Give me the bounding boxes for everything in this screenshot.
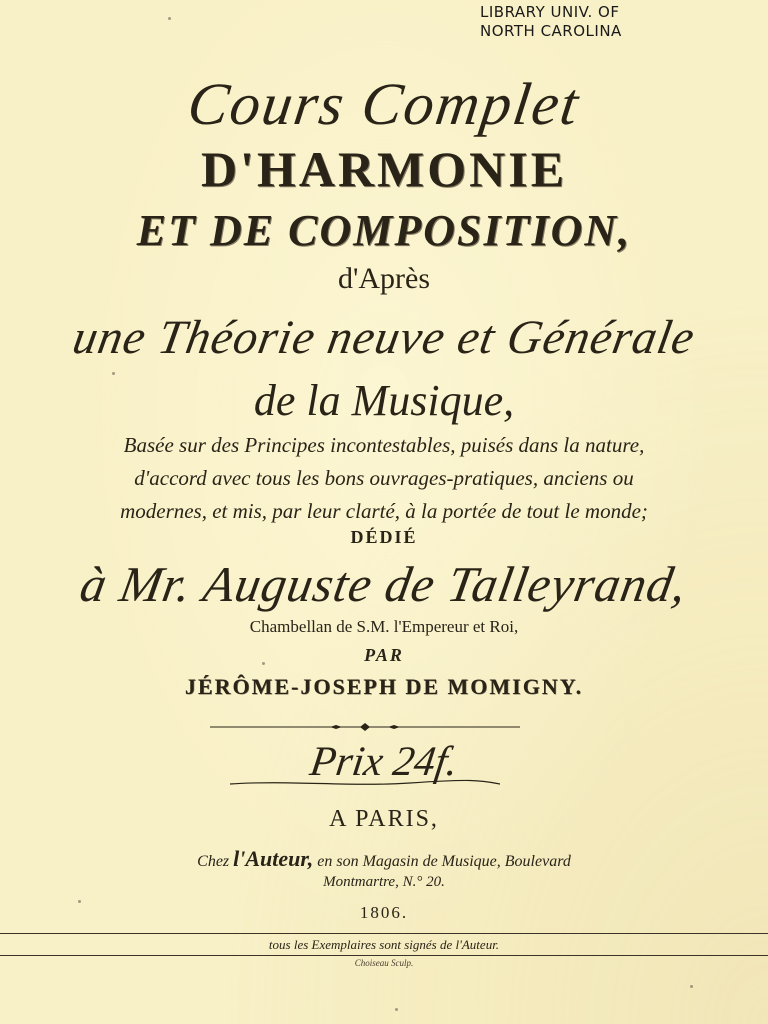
dedication-heading: DÉDIÉ	[350, 527, 418, 547]
title-cours-complet: Cours Complet	[183, 71, 585, 137]
library-stamp-line1: LIBRARY UNIV. OF	[480, 3, 620, 21]
library-stamp	[480, 3, 622, 41]
title-after: d'Après	[337, 262, 431, 295]
author-par: PAR	[364, 645, 404, 665]
footer-rule-top	[0, 933, 768, 934]
imprint-address-line-2: Montmartre, N.° 20.	[323, 874, 445, 890]
paper-speck	[78, 900, 81, 903]
imprint-address-rest: en son Magasin de Musique, Boulevard	[317, 853, 571, 870]
imprint-city: A PARIS,	[329, 806, 439, 832]
engraver-credit: Choiseau Sculp.	[354, 958, 414, 968]
description-line-3: modernes, et mis, par leur clarté, à la portée de tout le monde;	[120, 499, 648, 523]
paper-speck	[168, 17, 171, 20]
signature-note: tous les Exemplaires sont signés de l'Auteur.	[268, 937, 500, 952]
description-line-1: Basée sur des Principes incontestables, puisés dans la nature,	[123, 433, 645, 457]
author-name: JÉRÔME-JOSEPH DE MOMIGNY.	[184, 674, 584, 699]
title-musique: de la Musique,	[253, 376, 515, 425]
title-theorie: une Théorie neuve et Générale	[68, 311, 700, 364]
dedicatee-name: à Mr. Auguste de Talleyrand,	[76, 556, 692, 612]
paper-speck	[690, 985, 693, 988]
dedicatee-role: Chambellan de S.M. l'Empereur et Roi,	[249, 617, 519, 636]
footer-rule-bottom	[0, 955, 768, 956]
title-composition: ET DE COMPOSITION,	[136, 206, 632, 255]
price: Prix 24f.	[307, 739, 461, 785]
title-harmonie: D'HARMONIE	[200, 141, 568, 197]
imprint-auteur: l'Auteur,	[233, 846, 314, 871]
imprint-year: 1806.	[359, 903, 409, 922]
paper-speck	[262, 662, 265, 665]
paper-speck	[112, 372, 115, 375]
price-flourish	[230, 778, 500, 788]
paper-speck	[395, 1008, 398, 1011]
imprint-chez: Chez	[197, 853, 230, 870]
imprint-address-line-1	[0, 846, 768, 872]
library-stamp-line2: NORTH CAROLINA	[480, 22, 622, 40]
ornamental-rule	[210, 722, 520, 732]
description-line-2: d'accord avec tous les bons ouvrages-pratiques, anciens ou	[134, 466, 634, 490]
